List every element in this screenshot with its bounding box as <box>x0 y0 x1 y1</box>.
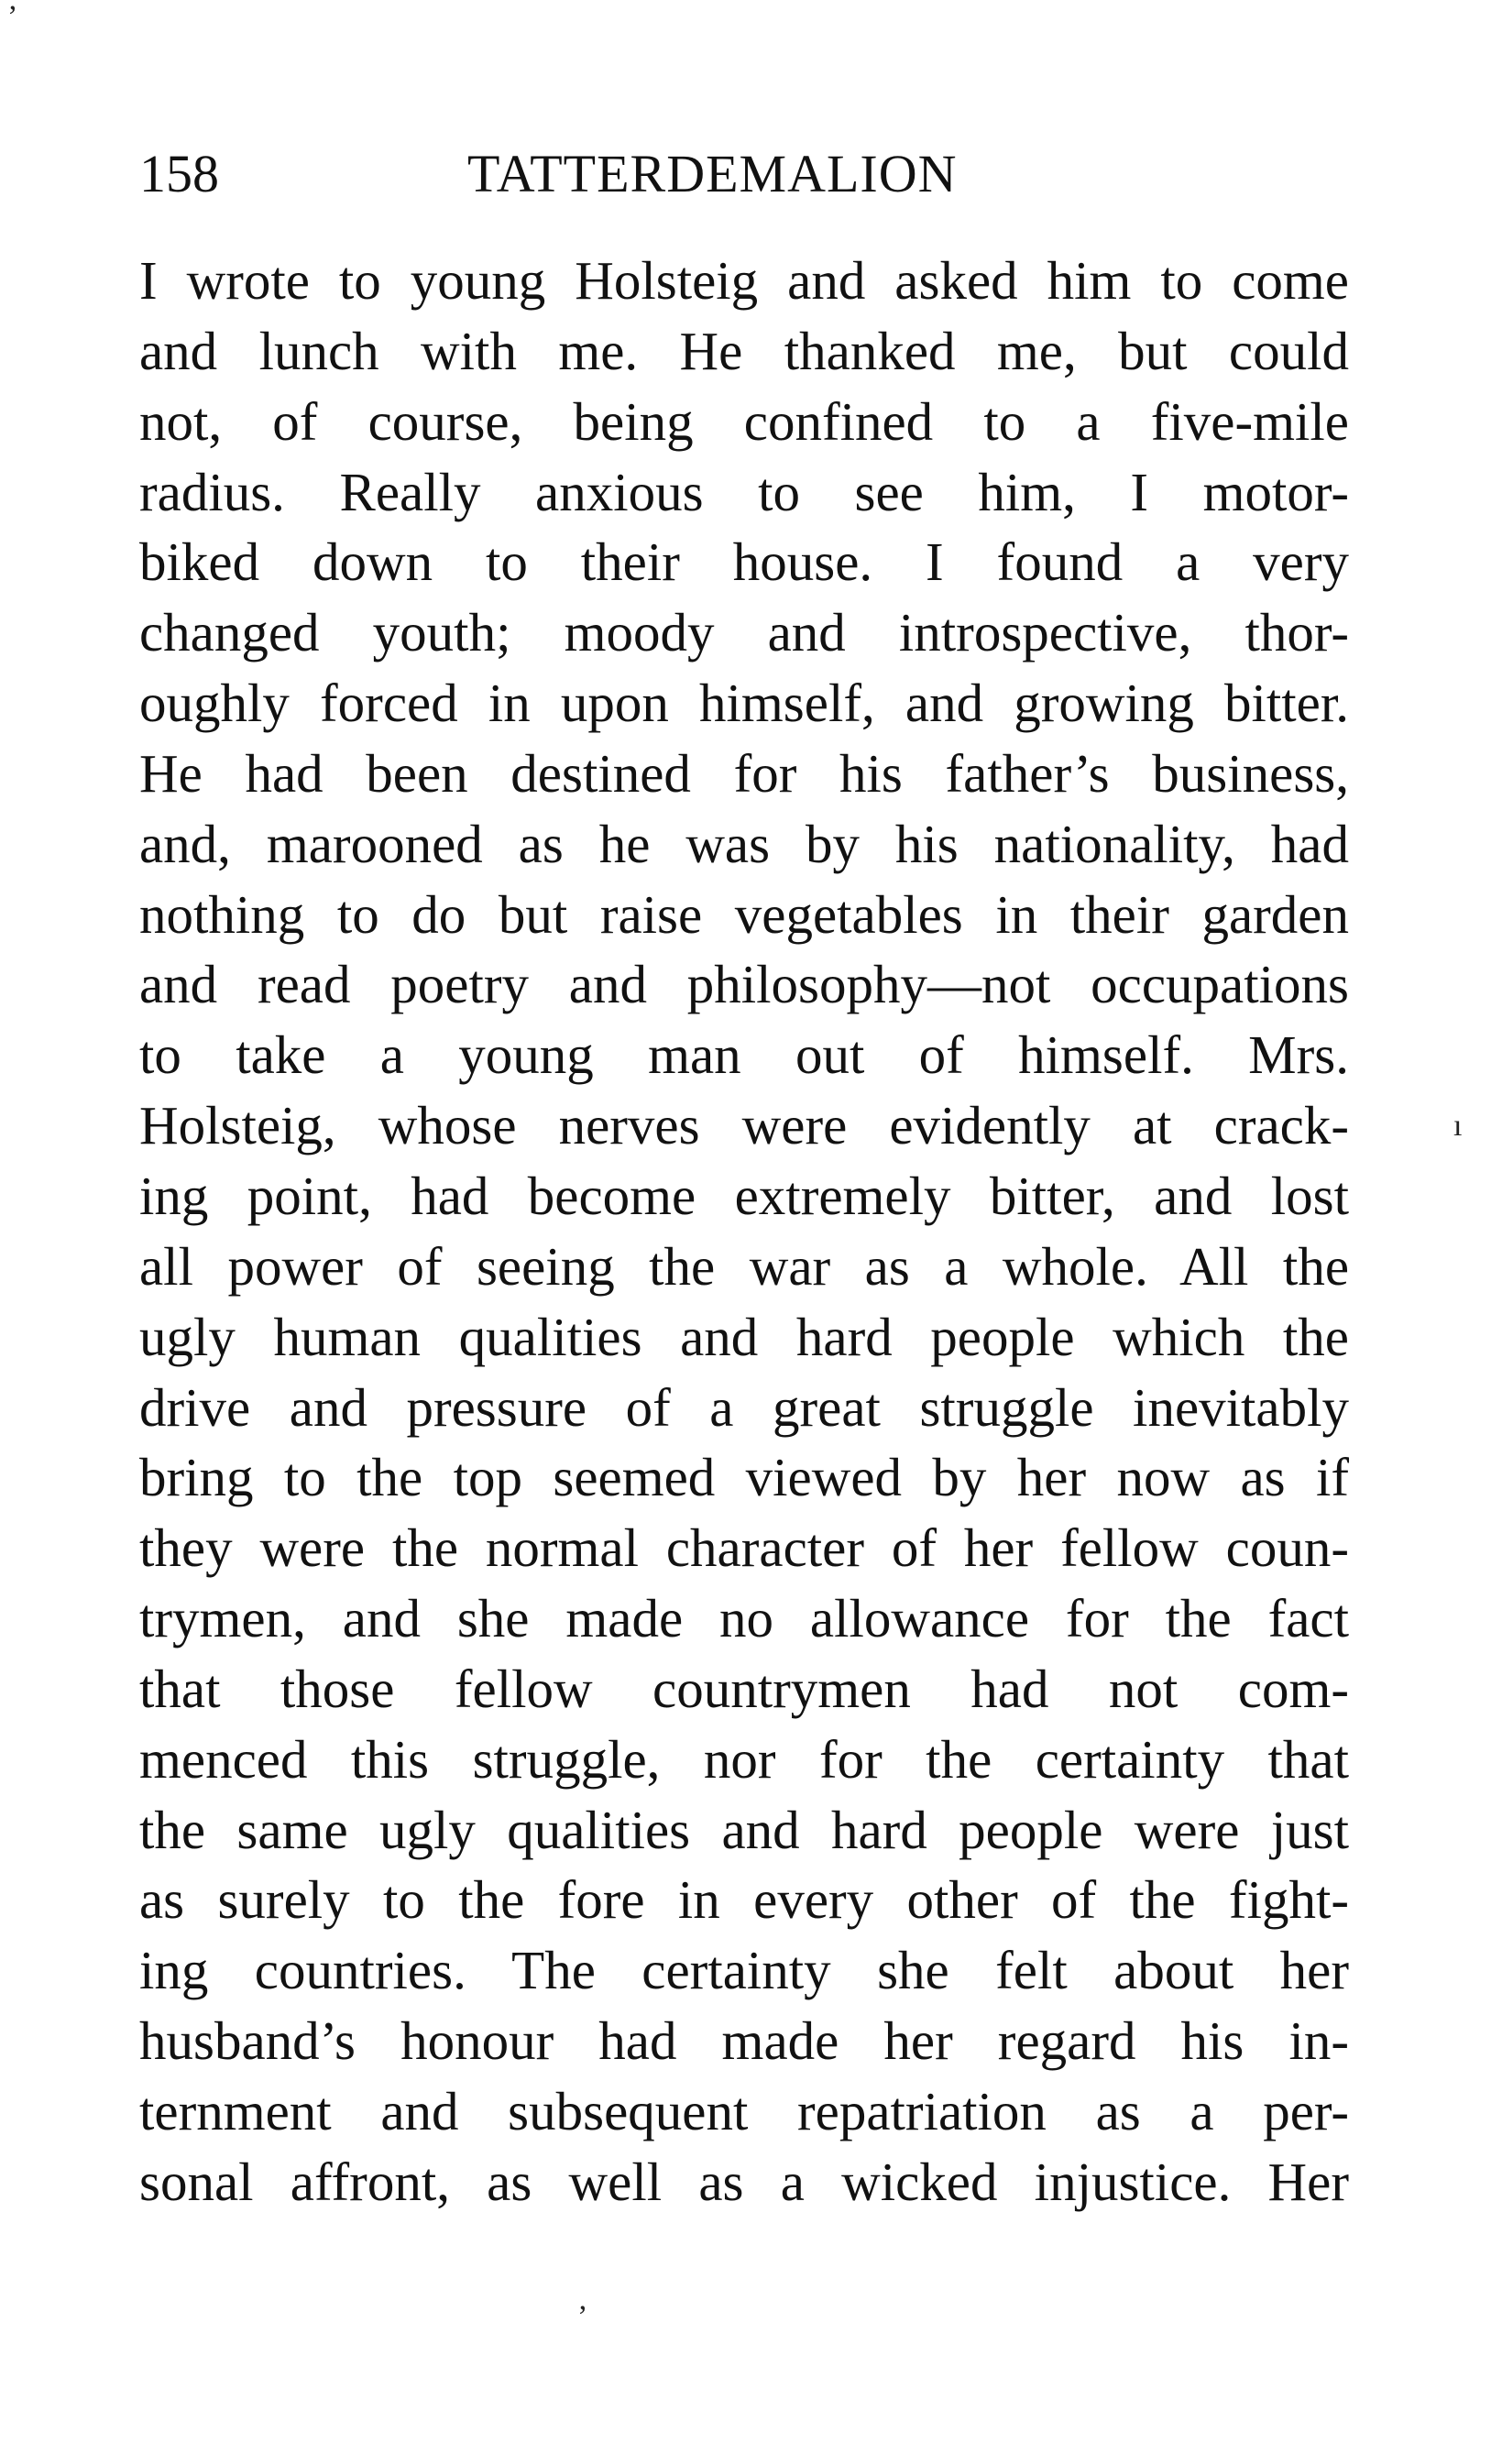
body-text <box>139 246 1349 2218</box>
text-line: ing point, had become extremely bitter, and lost <box>139 1165 1349 1226</box>
text-line: nothing to do but raise vegetables in their garden <box>139 883 1349 945</box>
text-line: changed youth; moody and introspective, thor- <box>139 602 1349 663</box>
text-line: all power of seeing the war as a whole. All the <box>139 1235 1349 1297</box>
page-number: 158 <box>139 144 219 203</box>
scan-speck: ʼ <box>577 2300 588 2334</box>
text-line: radius. Really anxious to see him, I motor- <box>139 461 1349 522</box>
text-line: and, marooned as he was by his nationality, had <box>139 813 1349 874</box>
scan-speck: ı <box>1453 1109 1463 1143</box>
text-line: to take a young man out of himself. Mrs. <box>139 1024 1349 1086</box>
text-line: that those fellow countrymen had not com- <box>139 1658 1349 1719</box>
text-line: the same ugly qualities and hard people were just <box>139 1799 1349 1860</box>
text-line: not, of course, being confined to a five-mile <box>139 390 1349 452</box>
text-line: husband’s honour had made her regard his in- <box>139 2010 1349 2072</box>
text-line: and lunch with me. He thanked me, but could <box>139 320 1349 381</box>
scan-speck: ʼ <box>7 0 18 34</box>
text-line: they were the normal character of her fellow coun- <box>139 1517 1349 1579</box>
text-line: ugly human qualities and hard people which the <box>139 1306 1349 1367</box>
running-head <box>139 137 1349 211</box>
text-line: I wrote to young Holsteig and asked him to come <box>139 250 1349 311</box>
text-line: and read poetry and philosophy—not occupations <box>139 954 1349 1015</box>
text-line: sonal affront, as well as a wicked injustice. Her <box>139 2151 1349 2212</box>
text-line: bring to the top seemed viewed by her now as if <box>139 1447 1349 1508</box>
text-line: drive and pressure of a great struggle inevitably <box>139 1376 1349 1438</box>
text-line: biked down to their house. I found a very <box>139 531 1349 593</box>
text-line: ing countries. The certainty she felt about her <box>139 1940 1349 2001</box>
text-line: ternment and subsequent repatriation as a per- <box>139 2080 1349 2141</box>
text-line: as surely to the fore in every other of the fight- <box>139 1869 1349 1931</box>
running-title: TATTERDEMALION <box>467 144 958 203</box>
text-line: trymen, and she made no allowance for the fact <box>139 1588 1349 1649</box>
text-line: menced this struggle, nor for the certainty that <box>139 1728 1349 1790</box>
text-line: oughly forced in upon himself, and growing bitter. <box>139 673 1349 734</box>
text-line: He had been destined for his father’s business, <box>139 742 1349 804</box>
text-line: Holsteig, whose nerves were evidently at crack- <box>139 1095 1349 1156</box>
